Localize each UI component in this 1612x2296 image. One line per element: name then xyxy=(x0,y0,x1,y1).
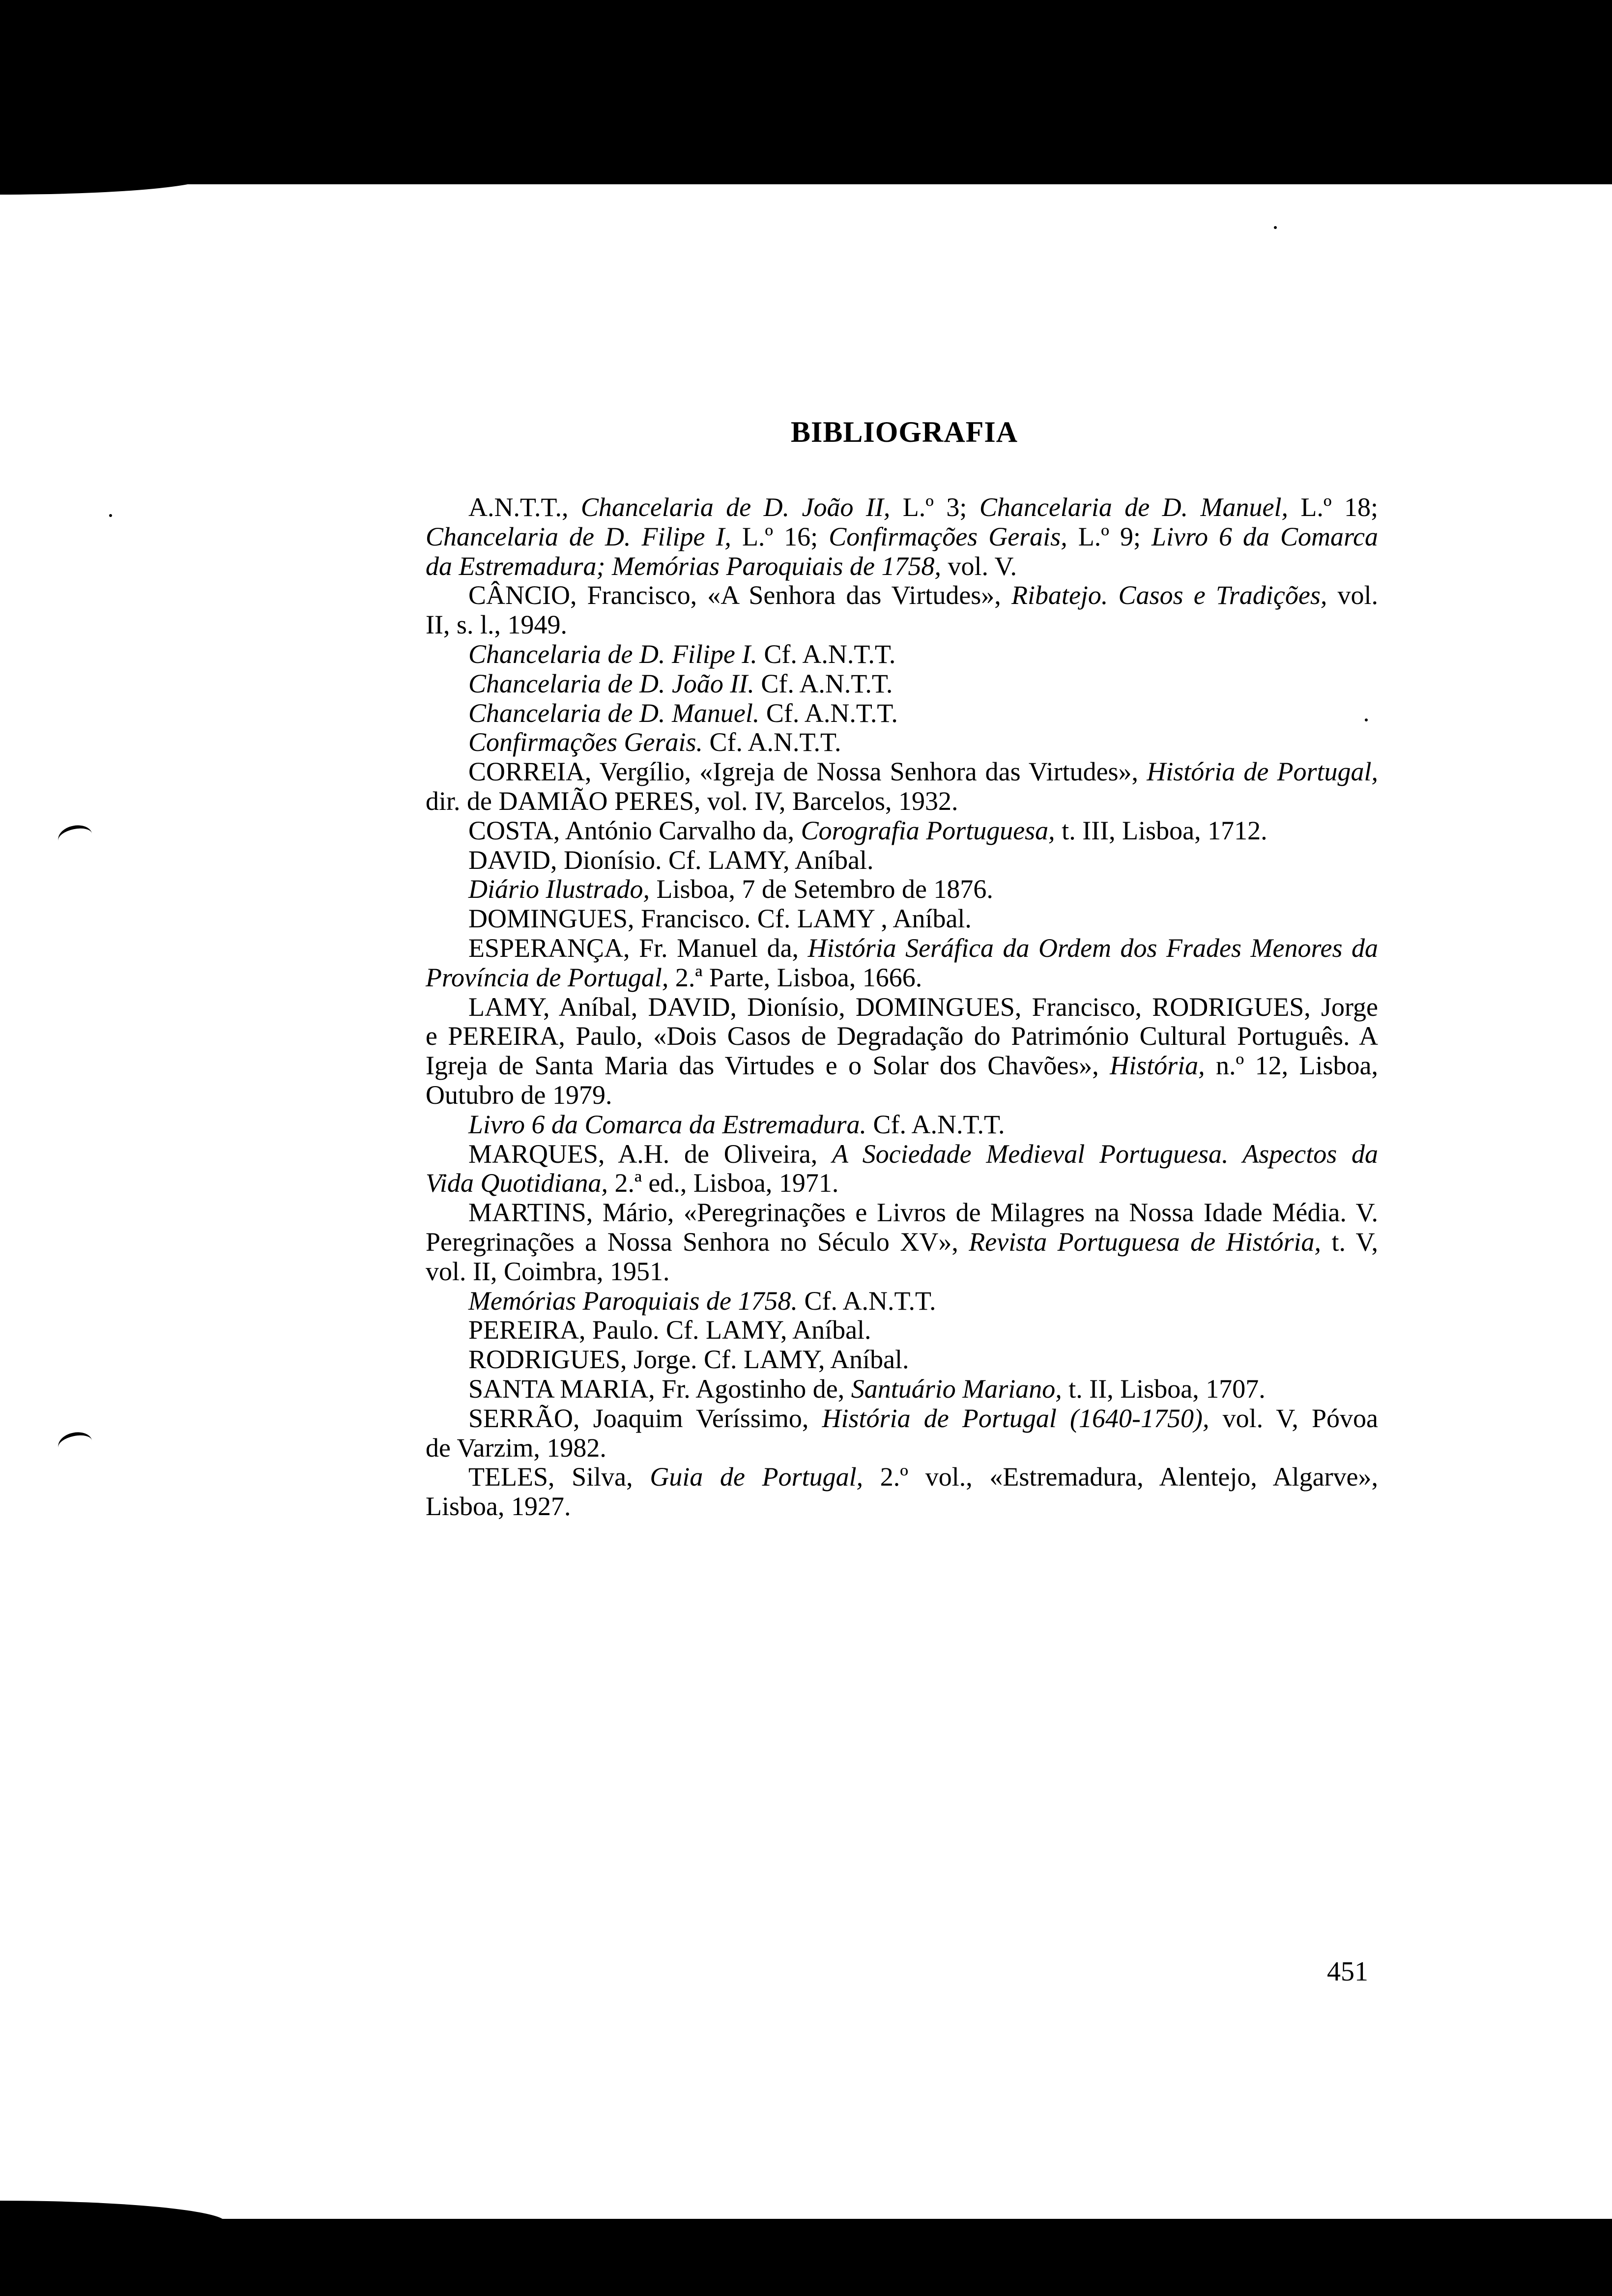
entry-title-italic: Revista Portuguesa de História, xyxy=(969,1227,1322,1257)
entry-line xyxy=(426,1257,1378,1287)
entry-text: CÂNCIO, Francisco, «A Senhora das Virtudes», xyxy=(468,580,1011,610)
entry-line xyxy=(426,904,1378,934)
entry-text: vol. xyxy=(1327,580,1378,610)
bibliography-entry xyxy=(426,816,1378,846)
entry-text: MARQUES, A.H. de Oliveira, xyxy=(468,1139,832,1169)
bibliography-entry xyxy=(426,728,1378,757)
scan-speck xyxy=(1274,226,1277,229)
entry-text: LAMY, Aníbal, DAVID, Dionísio, DOMINGUES, Francisco, RODRIGUES, Jorge xyxy=(468,992,1378,1022)
scan-border-top xyxy=(0,0,1612,184)
bibliography-entry xyxy=(426,1463,1378,1521)
entry-text: L.º 18; xyxy=(1288,492,1379,522)
bibliography-entry xyxy=(426,699,1378,728)
entry-text: vol. II, Coimbra, 1951. xyxy=(426,1256,670,1286)
entry-text: ESPERANÇA, Fr. Manuel da, xyxy=(468,933,808,963)
entry-title-italic: História, xyxy=(1110,1051,1205,1081)
entry-line xyxy=(426,1375,1378,1404)
entry-text: Igreja de Santa Maria das Virtudes e o Solar dos Chavões», xyxy=(426,1051,1110,1081)
entry-text: II, s. l., 1949. xyxy=(426,610,567,640)
entry-text: Peregrinações a Nossa Senhora no Século XV», xyxy=(426,1227,969,1257)
entry-text: vol. V. xyxy=(941,551,1017,581)
entry-line xyxy=(426,1022,1378,1051)
entry-line xyxy=(426,816,1378,846)
entry-text: e PEREIRA, Paulo, «Dois Casos de Degradação do Património Cultural Português. A xyxy=(426,1021,1378,1051)
entry-line xyxy=(426,846,1378,875)
entry-title-italic: Vida Quotidiana, xyxy=(426,1168,608,1198)
bibliography-entry xyxy=(426,875,1378,904)
entry-line xyxy=(426,581,1378,610)
entry-line xyxy=(426,640,1378,669)
entry-text: L.º 3; xyxy=(890,492,979,522)
entry-text: SERRÃO, Joaquim Veríssimo, xyxy=(468,1403,822,1433)
punch-hole-mark xyxy=(56,822,94,852)
entry-text: Lisboa, 7 de Setembro de 1876. xyxy=(650,874,993,904)
entry-text: PEREIRA, Paulo. Cf. LAMY, Aníbal. xyxy=(468,1315,871,1345)
entry-line xyxy=(426,522,1378,552)
entry-line xyxy=(426,934,1378,963)
bibliography-entry xyxy=(426,993,1378,1110)
bibliography-entry xyxy=(426,1140,1378,1199)
entry-text: Lisboa, 1927. xyxy=(426,1492,571,1521)
entry-text: DAVID, Dionísio. Cf. LAMY, Aníbal. xyxy=(468,845,874,875)
page-number: 451 xyxy=(1327,1956,1368,1987)
entry-text: RODRIGUES, Jorge. Cf. LAMY, Aníbal. xyxy=(468,1345,909,1375)
entry-title-italic: Chancelaria de D. Manuel. xyxy=(468,698,760,728)
entry-text: MARTINS, Mário, «Peregrinações e Livros de Milagres na Nossa Idade Média. V. xyxy=(468,1198,1378,1228)
bibliography-entry xyxy=(426,1375,1378,1404)
scan-border-top-edge xyxy=(0,177,206,195)
entry-title-italic: Chancelaria de D. João II. xyxy=(468,668,754,698)
entry-line xyxy=(426,1316,1378,1345)
entry-line xyxy=(426,963,1378,993)
entry-line xyxy=(426,1228,1378,1257)
entry-text: SANTA MARIA, Fr. Agostinho de, xyxy=(468,1374,851,1404)
entry-line xyxy=(426,1110,1378,1140)
entry-text: Cf. A.N.T.T. xyxy=(797,1286,936,1316)
bibliography-entry xyxy=(426,493,1378,581)
entry-line xyxy=(426,552,1378,581)
scan-speck xyxy=(109,514,112,517)
entry-text: Cf. A.N.T.T. xyxy=(759,698,898,728)
entry-text: n.º 12, Lisboa, xyxy=(1205,1051,1379,1081)
bibliography-entry xyxy=(426,1316,1378,1345)
entry-title-italic: da Estremadura; Memórias Paroquiais de 1758, xyxy=(426,551,941,581)
entry-title-italic: Chancelaria de D. Filipe I, xyxy=(426,521,731,551)
entry-line xyxy=(426,1140,1378,1169)
entry-line xyxy=(426,1345,1378,1375)
entry-text: Cf. A.N.T.T. xyxy=(754,668,893,698)
entry-line xyxy=(426,787,1378,816)
bibliography-entry xyxy=(426,1404,1378,1463)
bibliography-entry xyxy=(426,904,1378,934)
entry-line xyxy=(426,875,1378,904)
entry-title-italic: Memórias Paroquiais de 1758. xyxy=(468,1286,798,1316)
entry-line xyxy=(426,1081,1378,1110)
bibliography-entry xyxy=(426,846,1378,875)
bibliography-entry xyxy=(426,581,1378,640)
entry-text: Cf. A.N.T.T. xyxy=(757,639,896,669)
entry-line xyxy=(426,1404,1378,1434)
entry-text: CORREIA, Vergílio, «Igreja de Nossa Senhora das Virtudes», xyxy=(468,757,1147,787)
entry-text: TELES, Silva, xyxy=(468,1462,650,1492)
entry-line xyxy=(426,699,1378,728)
entry-text: L.º 16; xyxy=(731,521,829,551)
entry-line xyxy=(426,1492,1378,1521)
entry-line xyxy=(426,1198,1378,1228)
bibliography-entry xyxy=(426,1110,1378,1140)
entry-title-italic: Corografia Portuguesa, xyxy=(801,815,1055,845)
bibliography-entry xyxy=(426,934,1378,993)
entry-text: t. II, Lisboa, 1707. xyxy=(1062,1374,1266,1404)
entry-line xyxy=(426,610,1378,640)
entry-text: 2.º vol., «Estremadura, Alentejo, Algarve», xyxy=(863,1462,1378,1492)
entry-line xyxy=(426,757,1378,787)
entry-text: 2.ª Parte, Lisboa, 1666. xyxy=(668,962,922,992)
entry-line xyxy=(426,1434,1378,1463)
entry-line xyxy=(426,1287,1378,1316)
entry-title-italic: Província de Portugal, xyxy=(426,962,669,992)
entry-text: Outubro de 1979. xyxy=(426,1080,612,1110)
entry-title-italic: Livro 6 da Comarca xyxy=(1151,521,1379,551)
entry-text: COSTA, António Carvalho da, xyxy=(468,815,801,845)
entry-text: 2.ª ed., Lisboa, 1971. xyxy=(608,1168,839,1198)
entry-title-italic: História de Portugal, xyxy=(1147,757,1378,787)
bibliography-entry xyxy=(426,669,1378,699)
bibliography-list xyxy=(426,493,1378,1521)
punch-hole-mark xyxy=(56,1429,94,1459)
entry-text: dir. de DAMIÃO PERES, vol. IV, Barcelos, 1932. xyxy=(426,786,958,816)
entry-line xyxy=(426,493,1378,522)
entry-line xyxy=(426,728,1378,757)
entry-line xyxy=(426,1169,1378,1198)
entry-title-italic: Livro 6 da Comarca da Estremadura. xyxy=(468,1109,866,1139)
entry-text: A.N.T.T., xyxy=(468,492,581,522)
entry-title-italic: Santuário Mariano, xyxy=(851,1374,1062,1404)
scan-border-bottom-edge xyxy=(0,2201,226,2223)
entry-title-italic: Confirmações Gerais. xyxy=(468,727,703,757)
bibliography-entry xyxy=(426,1198,1378,1286)
entry-title-italic: Guia de Portugal, xyxy=(650,1462,864,1492)
entry-title-italic: Chancelaria de D. Filipe I. xyxy=(468,639,757,669)
entry-title-italic: História de Portugal (1640-1750), xyxy=(822,1403,1209,1433)
entry-title-italic: Chancelaria de D. Manuel, xyxy=(979,492,1288,522)
entry-line xyxy=(426,993,1378,1022)
entry-line xyxy=(426,1051,1378,1081)
bibliography-entry xyxy=(426,1287,1378,1316)
entry-title-italic: A Sociedade Medieval Portuguesa. Aspectos da xyxy=(832,1139,1378,1169)
entry-title-italic: Diário Ilustrado, xyxy=(468,874,650,904)
entry-text: t. V, xyxy=(1321,1227,1378,1257)
entry-text: de Varzim, 1982. xyxy=(426,1433,606,1463)
entry-text: Cf. A.N.T.T. xyxy=(866,1109,1005,1139)
entry-line xyxy=(426,1463,1378,1492)
entry-title-italic: História Seráfica da Ordem dos Frades Menores da xyxy=(807,933,1378,963)
entry-title-italic: Chancelaria de D. João II, xyxy=(580,492,891,522)
entry-title-italic: Confirmações Gerais, xyxy=(829,521,1067,551)
entry-text: vol. V, Póvoa xyxy=(1209,1403,1378,1433)
page-title: BIBLIOGRAFIA xyxy=(790,416,1018,448)
bibliography-entry xyxy=(426,640,1378,669)
entry-title-italic: Ribatejo. Casos e Tradições, xyxy=(1011,580,1327,610)
entry-text: Cf. A.N.T.T. xyxy=(702,727,841,757)
entry-text: L.º 9; xyxy=(1067,521,1151,551)
entry-text: t. III, Lisboa, 1712. xyxy=(1055,815,1267,845)
scan-border-bottom xyxy=(0,2219,1612,2296)
entry-line xyxy=(426,669,1378,699)
bibliography-entry xyxy=(426,757,1378,816)
bibliography-entry xyxy=(426,1345,1378,1375)
entry-text: DOMINGUES, Francisco. Cf. LAMY , Aníbal. xyxy=(468,904,972,934)
